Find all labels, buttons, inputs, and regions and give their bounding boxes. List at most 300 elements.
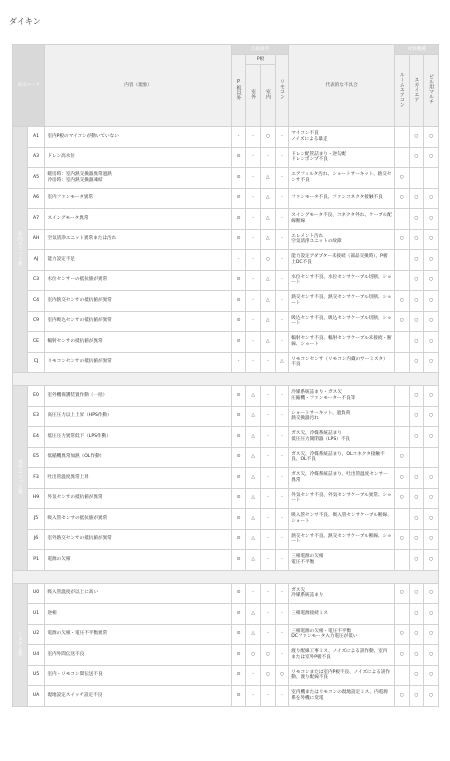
table-row xyxy=(13,332,439,353)
model-mark-cell: ○ xyxy=(424,386,439,407)
code-cell: U4 xyxy=(27,645,45,666)
check-mark-cell: - xyxy=(275,686,289,707)
check-mark-cell: ⊙ xyxy=(231,311,246,332)
check-mark-cell: - xyxy=(275,427,289,448)
cause-cell: 三相電源の欠相 電圧不平衡 xyxy=(289,550,395,571)
content-cell: 吸入管センサの抵抗値が異常 xyxy=(45,509,231,530)
check-mark-cell: △ xyxy=(261,291,276,312)
content-cell: 高圧圧力以上上昇（HPS作動） xyxy=(45,406,231,427)
table-row xyxy=(13,209,439,230)
model-mark-cell: ○ xyxy=(394,291,409,312)
check-mark-cell: ⊙ xyxy=(231,168,246,189)
check-mark-cell: - xyxy=(261,624,276,645)
model-mark-cell: ○ xyxy=(394,447,409,468)
model-mark-cell: ○ xyxy=(424,488,439,509)
model-mark-cell: ○ xyxy=(424,209,439,230)
check-mark-cell: △ xyxy=(246,386,261,407)
check-mark-cell: △ xyxy=(261,188,276,209)
check-mark-cell: - xyxy=(275,229,289,250)
check-mark-cell: ⊙ xyxy=(231,291,246,312)
header-p-non: P板以外 xyxy=(231,55,246,127)
table-row xyxy=(13,188,439,209)
brand-label: ダイキン xyxy=(9,17,41,26)
check-mark-cell: - xyxy=(261,550,276,571)
check-mark-cell: △ xyxy=(246,529,261,550)
content-cell: 低圧圧力異常低下（LPS作動） xyxy=(45,427,231,448)
model-mark-cell: ○ xyxy=(409,550,424,571)
cause-cell: ドレン配管詰まり・逆勾配 ドレンポンプ不良 xyxy=(289,147,395,168)
check-mark-cell: - xyxy=(246,311,261,332)
content-cell: 暖房時：室内熱交換器異常過熱 冷房時：室内熱交換器凍結 xyxy=(45,168,231,189)
content-cell: スイングモータ異常 xyxy=(45,209,231,230)
code-cell: U0 xyxy=(27,583,45,604)
check-mark-cell: ⊙ xyxy=(231,624,246,645)
model-mark-cell: ○ xyxy=(409,509,424,530)
model-mark-cell: ○ xyxy=(409,583,424,604)
check-mark-cell: - xyxy=(231,352,246,373)
cause-cell: ガス欠、冷媒系統詰まり、OLコネクタ接触不良、OL不良 xyxy=(289,447,395,468)
model-mark-cell: ○ xyxy=(394,229,409,250)
model-mark-cell: ○ xyxy=(394,168,409,189)
cause-cell: 水位センサ不良、水位センサケーブル切断、ショート xyxy=(289,270,395,291)
table-row xyxy=(13,311,439,332)
check-mark-cell: ⊙ xyxy=(231,509,246,530)
check-mark-cell: △ xyxy=(261,168,276,189)
model-mark-cell xyxy=(394,406,409,427)
model-mark-cell: ○ xyxy=(424,529,439,550)
check-mark-cell: - xyxy=(261,147,276,168)
check-mark-cell: - xyxy=(275,468,289,489)
check-mark-cell: - xyxy=(275,386,289,407)
check-mark-cell: ⊙ xyxy=(231,583,246,604)
content-cell: 電源の欠相 xyxy=(45,550,231,571)
model-mark-cell: ○ xyxy=(409,604,424,625)
check-mark-cell: - xyxy=(275,291,289,312)
check-mark-cell: ○ xyxy=(275,665,289,686)
check-mark-cell: △ xyxy=(261,311,276,332)
check-mark-cell: - xyxy=(275,250,289,271)
model-mark-cell: ○ xyxy=(409,665,424,686)
model-mark-cell xyxy=(394,127,409,148)
check-mark-cell: - xyxy=(246,147,261,168)
check-mark-cell: - xyxy=(261,604,276,625)
content-cell: 現地設定スイッチ設定不良 xyxy=(45,686,231,707)
check-mark-cell: - xyxy=(246,188,261,209)
content-cell: 吸入管温度が以上に高い xyxy=(45,583,231,604)
table-row xyxy=(13,291,439,312)
check-mark-cell: - xyxy=(275,311,289,332)
check-mark-cell: △ xyxy=(246,488,261,509)
check-mark-cell: △ xyxy=(246,604,261,625)
content-cell: 輻射センサの抵抗値が異常 xyxy=(45,332,231,353)
table-row xyxy=(13,488,439,509)
check-mark-cell: - xyxy=(261,509,276,530)
cause-cell: 能力設定アダプター未接続（部品交換時）、P板上DC不良 xyxy=(289,250,395,271)
content-cell: ドレン高水位 xyxy=(45,147,231,168)
code-cell: A1 xyxy=(27,127,45,148)
model-mark-cell: ○ xyxy=(394,488,409,509)
check-mark-cell: ○ xyxy=(261,665,276,686)
cause-cell: ガス欠、冷媒系統詰まり 低圧圧力開閉器（LPS）不良 xyxy=(289,427,395,448)
cause-cell: 輻射センサ不良、輻射センサケーブル未接続・断線、ショート xyxy=(289,332,395,353)
check-mark-cell: ⊙ xyxy=(231,229,246,250)
model-mark-cell xyxy=(394,332,409,353)
check-mark-cell: - xyxy=(231,127,246,148)
check-mark-cell: - xyxy=(246,291,261,312)
check-mark-cell: - xyxy=(246,583,261,604)
check-mark-cell: △ xyxy=(261,270,276,291)
model-mark-cell: ○ xyxy=(424,147,439,168)
check-mark-cell: - xyxy=(246,352,261,373)
model-mark-cell xyxy=(394,209,409,230)
group-label: 室内ユニット系 xyxy=(13,127,28,373)
header-content: 内容（現象） xyxy=(45,45,231,127)
model-mark-cell: ○ xyxy=(409,427,424,448)
check-mark-cell: - xyxy=(231,250,246,271)
model-mark-cell: ○ xyxy=(409,229,424,250)
check-mark-cell: △ xyxy=(246,447,261,468)
model-mark-cell: ○ xyxy=(424,645,439,666)
check-mark-cell: - xyxy=(275,604,289,625)
model-mark-cell: ○ xyxy=(409,406,424,427)
model-mark-cell: ○ xyxy=(424,604,439,625)
model-mark-cell: ○ xyxy=(409,529,424,550)
table-row xyxy=(13,406,439,427)
check-mark-cell: ○ xyxy=(261,645,276,666)
group-label: システム系 xyxy=(13,583,28,706)
table-row xyxy=(13,550,439,571)
cause-cell: ガス欠 冷媒系統詰まり xyxy=(289,583,395,604)
code-cell: U5 xyxy=(27,665,45,686)
model-mark-cell xyxy=(394,250,409,271)
model-mark-cell xyxy=(394,550,409,571)
model-mark-cell: ○ xyxy=(394,624,409,645)
code-cell: C3 xyxy=(27,270,45,291)
model-mark-cell: ○ xyxy=(424,332,439,353)
cause-cell: 冷媒系統詰まり・ガス欠 圧縮機・ファンモーター不良等 xyxy=(289,386,395,407)
check-mark-cell: ⊙ xyxy=(231,468,246,489)
check-mark-cell: △ xyxy=(246,509,261,530)
cause-cell: 吸込センサ不良、吸込センサケーブル切断、ショート xyxy=(289,311,395,332)
check-mark-cell: △ xyxy=(261,229,276,250)
model-mark-cell xyxy=(424,168,439,189)
model-mark-cell xyxy=(394,427,409,448)
model-mark-cell xyxy=(394,509,409,530)
check-mark-cell: - xyxy=(261,386,276,407)
table-row xyxy=(13,427,439,448)
content-cell: 電源の欠相・電圧不平衡異常 xyxy=(45,624,231,645)
cause-cell: エアフィルタ汚れ、ショートサーキット、熱交センサ不良 xyxy=(289,168,395,189)
cause-cell: 三相電源接続ミス xyxy=(289,604,395,625)
content-cell: 室内ファンモータ異常 xyxy=(45,188,231,209)
cause-cell: 熱交センサ不良、熱交センサケーブル断線、ショート xyxy=(289,529,395,550)
group-separator xyxy=(13,570,439,583)
check-mark-cell: - xyxy=(275,583,289,604)
content-cell: 能力設定不足 xyxy=(45,250,231,271)
table-row xyxy=(13,447,439,468)
header-remote: リモコン xyxy=(275,55,289,127)
code-cell: E4 xyxy=(27,427,45,448)
model-mark-cell: ○ xyxy=(424,583,439,604)
model-mark-cell: ○ xyxy=(394,686,409,707)
model-mark-cell: ○ xyxy=(409,127,424,148)
model-mark-cell: ○ xyxy=(424,427,439,448)
check-mark-cell: ⊙ xyxy=(231,447,246,468)
check-mark-cell: - xyxy=(246,665,261,686)
model-mark-cell xyxy=(409,168,424,189)
code-cell: A7 xyxy=(27,209,45,230)
check-mark-cell: - xyxy=(246,127,261,148)
model-mark-cell: ○ xyxy=(424,311,439,332)
model-mark-cell: ○ xyxy=(424,188,439,209)
check-mark-cell: ⊙ xyxy=(231,188,246,209)
check-mark-cell: - xyxy=(261,488,276,509)
check-mark-cell: - xyxy=(275,332,289,353)
check-mark-cell: - xyxy=(246,209,261,230)
cause-cell: リモコンセンサ（リモコン内蔵のサーミスタ）不良 xyxy=(289,352,395,373)
check-mark-cell: ⊙ xyxy=(231,270,246,291)
table-row xyxy=(13,604,439,625)
check-mark-cell: - xyxy=(275,488,289,509)
check-mark-cell: - xyxy=(275,509,289,530)
check-mark-cell: - xyxy=(261,406,276,427)
header-building-multi: ビル用マルチ xyxy=(424,55,439,127)
check-mark-cell: ⊙ xyxy=(231,645,246,666)
header-models-group: 対象機種 xyxy=(394,45,438,55)
check-mark-cell: - xyxy=(246,686,261,707)
content-cell: 室内熱交センサの抵抗値が異常 xyxy=(45,291,231,312)
check-mark-cell: ○ xyxy=(261,250,276,271)
check-mark-cell: - xyxy=(261,468,276,489)
model-mark-cell: ○ xyxy=(424,270,439,291)
check-mark-cell: - xyxy=(275,550,289,571)
code-cell: U2 xyxy=(27,624,45,645)
check-mark-cell: - xyxy=(261,352,276,373)
table-row xyxy=(13,665,439,686)
content-cell: 室内外間伝送不良 xyxy=(45,645,231,666)
check-mark-cell: △ xyxy=(261,209,276,230)
separator-cell xyxy=(13,570,439,583)
header-indoor: 室内 xyxy=(261,65,276,127)
error-code-table xyxy=(12,44,439,707)
code-cell: AH xyxy=(27,229,45,250)
content-cell: 室外熱交センサの抵抗値が異常 xyxy=(45,529,231,550)
model-mark-cell: ○ xyxy=(424,406,439,427)
model-mark-cell xyxy=(424,447,439,468)
cause-cell: ショートサーキット、過負荷 熱交換器汚れ xyxy=(289,406,395,427)
table-row xyxy=(13,509,439,530)
code-cell: CJ xyxy=(27,352,45,373)
cause-cell: 吸入管センサ不良、吸入管センサケーブル断線、ショート xyxy=(289,509,395,530)
check-mark-cell: ⊙ xyxy=(231,604,246,625)
check-mark-cell: △ xyxy=(275,352,289,373)
check-mark-cell: - xyxy=(275,645,289,666)
table-row xyxy=(13,686,439,707)
table-row xyxy=(13,270,439,291)
model-mark-cell xyxy=(394,386,409,407)
check-mark-cell: - xyxy=(261,583,276,604)
check-mark-cell: - xyxy=(275,168,289,189)
code-cell: F3 xyxy=(27,468,45,489)
code-cell: H9 xyxy=(27,488,45,509)
check-mark-cell: - xyxy=(275,147,289,168)
code-cell: AJ xyxy=(27,250,45,271)
model-mark-cell: ○ xyxy=(409,147,424,168)
code-cell: J6 xyxy=(27,529,45,550)
model-mark-cell: ○ xyxy=(424,250,439,271)
check-mark-cell: - xyxy=(275,447,289,468)
model-mark-cell: ○ xyxy=(424,509,439,530)
content-cell: 室内・リモコン間伝送不良 xyxy=(45,665,231,686)
cause-cell: マイコン不良 ノイズによる暴走 xyxy=(289,127,395,148)
header-cause: 代表的な不具合 xyxy=(289,45,395,127)
check-mark-cell: △ xyxy=(246,468,261,489)
cause-cell: リモコンまたは室内P板不良、ノイズによる誤作動、渡り配線不良 xyxy=(289,665,395,686)
check-mark-cell: △ xyxy=(246,406,261,427)
model-mark-cell: ○ xyxy=(409,686,424,707)
check-mark-cell: - xyxy=(261,427,276,448)
model-mark-cell: ○ xyxy=(409,250,424,271)
cause-cell: 熱交センサ不良、熱交センサケーブル切断、ショート xyxy=(289,291,395,312)
model-mark-cell: ○ xyxy=(424,229,439,250)
cause-cell: 三相電源の欠相・電圧不平衡 DCファンモータ入力電圧が低い xyxy=(289,624,395,645)
model-mark-cell: ○ xyxy=(394,468,409,489)
code-cell: J5 xyxy=(27,509,45,530)
model-mark-cell: ○ xyxy=(409,386,424,407)
model-mark-cell: ○ xyxy=(394,188,409,209)
model-mark-cell xyxy=(394,147,409,168)
model-mark-cell: ○ xyxy=(424,624,439,645)
model-mark-cell xyxy=(409,447,424,468)
check-mark-cell: - xyxy=(261,447,276,468)
model-mark-cell: ○ xyxy=(409,624,424,645)
code-cell: UA xyxy=(27,686,45,707)
check-mark-cell: ⊙ xyxy=(231,147,246,168)
model-mark-cell: ○ xyxy=(424,550,439,571)
content-cell: 逆相 xyxy=(45,604,231,625)
model-mark-cell: ○ xyxy=(424,686,439,707)
header-outdoor: 室外 xyxy=(246,65,261,127)
table-body xyxy=(13,127,439,707)
header-code: 表示コード xyxy=(13,45,45,127)
cause-cell: ファンモータ不良、ファンコネクタ接触不良 xyxy=(289,188,395,209)
code-cell: C4 xyxy=(27,291,45,312)
check-mark-cell: - xyxy=(246,229,261,250)
model-mark-cell: ○ xyxy=(409,468,424,489)
model-mark-cell: ○ xyxy=(394,583,409,604)
group-separator xyxy=(13,373,439,386)
check-mark-cell: - xyxy=(275,209,289,230)
table-row xyxy=(13,147,439,168)
content-cell: 水位センサーの抵抗値が異常 xyxy=(45,270,231,291)
group-label: 室外ユニット系 xyxy=(13,386,28,571)
table-row xyxy=(13,529,439,550)
check-mark-cell: - xyxy=(246,332,261,353)
header-p-board: P板 xyxy=(246,55,275,65)
model-mark-cell xyxy=(394,665,409,686)
check-mark-cell: - xyxy=(275,529,289,550)
cause-cell: スイングモータ不良、コネクタ外れ、ケーブル配線断線 xyxy=(289,209,395,230)
check-mark-cell: ⊙ xyxy=(231,406,246,427)
content-cell: 外気センサの抵抗値が異常 xyxy=(45,488,231,509)
table-row xyxy=(13,168,439,189)
table-row xyxy=(13,250,439,271)
content-cell: 室内吸込センサの抵抗値が異常 xyxy=(45,311,231,332)
model-mark-cell: ○ xyxy=(409,188,424,209)
table-row xyxy=(13,624,439,645)
cause-cell: ガス欠、冷媒系統詰まり、吐出管温度センサー異常 xyxy=(289,468,395,489)
content-cell: 室外機保護装置作動（一括） xyxy=(45,386,231,407)
model-mark-cell: ○ xyxy=(394,645,409,666)
model-mark-cell: ○ xyxy=(409,488,424,509)
model-mark-cell: ○ xyxy=(409,209,424,230)
check-mark-cell: - xyxy=(246,168,261,189)
check-mark-cell: ⊙ xyxy=(231,488,246,509)
model-mark-cell: ○ xyxy=(409,332,424,353)
check-mark-cell: - xyxy=(246,250,261,271)
model-mark-cell: ○ xyxy=(409,291,424,312)
model-mark-cell: ○ xyxy=(424,127,439,148)
model-mark-cell: ○ xyxy=(409,270,424,291)
content-cell: 吐出管温度異常上昇 xyxy=(45,468,231,489)
code-cell: E5 xyxy=(27,447,45,468)
check-mark-cell: △ xyxy=(246,427,261,448)
code-cell: CE xyxy=(27,332,45,353)
check-mark-cell: ⊙ xyxy=(231,550,246,571)
check-mark-cell: ⊙ xyxy=(231,386,246,407)
table-row xyxy=(13,583,439,604)
model-mark-cell: ○ xyxy=(424,468,439,489)
check-mark-cell: ○ xyxy=(246,645,261,666)
check-mark-cell: △ xyxy=(246,624,261,645)
cause-cell: 外気センサ不良、外気センサケーブル異常、ショート xyxy=(289,488,395,509)
code-cell: P1 xyxy=(27,550,45,571)
check-mark-cell: - xyxy=(261,686,276,707)
check-mark-cell: - xyxy=(275,624,289,645)
model-mark-cell: ○ xyxy=(409,645,424,666)
check-mark-cell: - xyxy=(246,270,261,291)
content-cell: リモコンセンサの抵抗値が異常 xyxy=(45,352,231,373)
model-mark-cell: ○ xyxy=(394,529,409,550)
header-skyair: スカイエア xyxy=(409,55,424,127)
code-cell: A5 xyxy=(27,168,45,189)
header-room-aircon: ルームエアコン xyxy=(394,55,409,127)
model-mark-cell: ○ xyxy=(424,665,439,686)
cause-cell: 渡り配線工事ミス、ノイズによる誤作動、室内または室外P板不良 xyxy=(289,645,395,666)
table-row xyxy=(13,229,439,250)
check-mark-cell: ⊙ xyxy=(231,209,246,230)
check-mark-cell: ⊙ xyxy=(231,427,246,448)
check-mark-cell: ⊙ xyxy=(231,686,246,707)
check-mark-cell: - xyxy=(275,127,289,148)
content-cell: 室内P板のマイコンが動いていない xyxy=(45,127,231,148)
check-mark-cell: - xyxy=(261,529,276,550)
table-row xyxy=(13,468,439,489)
check-mark-cell: △ xyxy=(261,332,276,353)
model-mark-cell xyxy=(394,270,409,291)
check-mark-cell: ⊙ xyxy=(231,665,246,686)
table-row xyxy=(13,645,439,666)
model-mark-cell xyxy=(394,604,409,625)
table-row xyxy=(13,352,439,373)
model-mark-cell: ○ xyxy=(424,352,439,373)
content-cell: 空気清浄ユニット異常または汚れ xyxy=(45,229,231,250)
check-mark-cell: - xyxy=(275,270,289,291)
check-mark-cell: - xyxy=(275,188,289,209)
header-check-group: 点検箇所 xyxy=(231,45,289,55)
separator-cell xyxy=(13,373,439,386)
cause-cell: 室内機またはリモコンの現地設定ミス、内電源系を外機に変電 xyxy=(289,686,395,707)
